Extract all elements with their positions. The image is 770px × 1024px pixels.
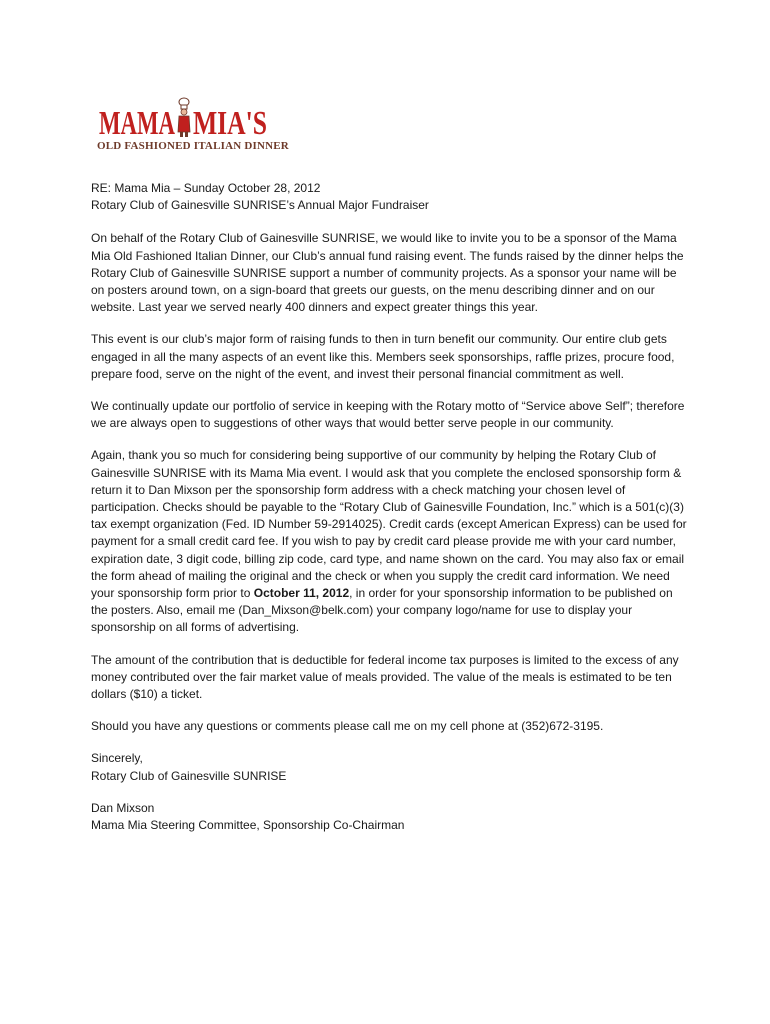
- chef-figure-icon: [178, 98, 190, 137]
- paragraph-event-purpose: This event is our club’s major form of raising funds to then in turn benefit our community. Our entire club gets engaged in all the many aspects of an event like this. Members seek sponsorships, raffle prizes, procure food, prepare food, serve on the night of the event, and invest their personal financial commitment as well.: [91, 332, 675, 381]
- letter-body: [91, 180, 691, 849]
- deadline-date: October 11, 2012: [253, 586, 350, 601]
- instructions-text-end: , in order for your sponsorship information to be published on the posters. Also, email me (Dan_Mixson@belk.com) your company logo/name for use to display your sponsorship on all forms of advertising.: [91, 586, 673, 635]
- svg-text:MAMA: MAMA: [99, 105, 176, 142]
- paragraph-tax-deduction: The amount of the contribution that is deductible for federal income tax purposes is limited to the excess of any money contributed over the fair market value of meals provided. The value of the meals is estimated to be ten dollars ($10) a ticket.: [91, 652, 679, 702]
- logo-subtitle: OLD FASHIONED ITALIAN DINNER: [97, 140, 289, 152]
- paragraph-service-motto: We continually update our portfolio of service in keeping with the Rotary motto of “Service above Self”; therefore we are always open to suggestions of other ways that would better serve people in our community.: [91, 399, 685, 431]
- closing: Sincerely,: [91, 751, 143, 766]
- signer-name: Dan Mixson: [91, 800, 155, 815]
- paragraph-sponsorship-instructions: [91, 447, 691, 636]
- instructions-text: Again, thank you so much for considering being supportive of our community by helping the Rotary Club of Gainesville SUNRISE with its Mama Mia event. I would ask that you complete the enclosed sponsorship form & return it to Dan Mixson per the sponsorship form address with a check matching your chosen level of participation. Checks should be payable to the “Rotary Club of Gainesville Foundation, Inc.” which is a 501(c)(3) tax exempt organization (Fed. ID Number 59-2914025). Credit cards (except American Express) can be used for payment for a small credit card fee. If you wish to pay by credit card please provide me with your card number, expiration date, 3 digit code, billing zip code, card type, and name shown on the card. You may also fax or email the form ahead of mailing the original and the check or when you supply the credit card information. We need your sponsorship form prior to: [91, 448, 687, 601]
- re-line: RE: Mama Mia – Sunday October 28, 2012: [91, 181, 321, 195]
- signature-block: [91, 800, 691, 834]
- logo-wordmark-graphic: [97, 96, 272, 140]
- closing-block: [91, 750, 691, 784]
- subject-block: [91, 180, 691, 214]
- closing-org: Rotary Club of Gainesville SUNRISE: [91, 768, 287, 783]
- paragraph-contact: Should you have any questions or comments please call me on my cell phone at (352)672-3195.: [91, 719, 604, 734]
- mama-mias-logo: [97, 96, 289, 158]
- svg-text:MIA'S: MIA'S: [193, 105, 267, 142]
- signer-title: Mama Mia Steering Committee, Sponsorship Co-Chairman: [91, 818, 405, 833]
- re-subline: Rotary Club of Gainesville SUNRISE’s Annual Major Fundraiser: [91, 198, 429, 213]
- paragraph-invitation: On behalf of the Rotary Club of Gainesville SUNRISE, we would like to invite you to be a sponsor of the Mama Mia Old Fashioned Italian Dinner, our Club’s annual fund raising event. The funds raised by the dinner helps the Rotary Club of Gainesville SUNRISE support a number of community projects. As a sponsor your name will be on posters around town, on a sign-board that greets our guests, on the menu describing dinner and on our website. Last year we served nearly 400 dinners and expect greater things this year.: [91, 231, 684, 315]
